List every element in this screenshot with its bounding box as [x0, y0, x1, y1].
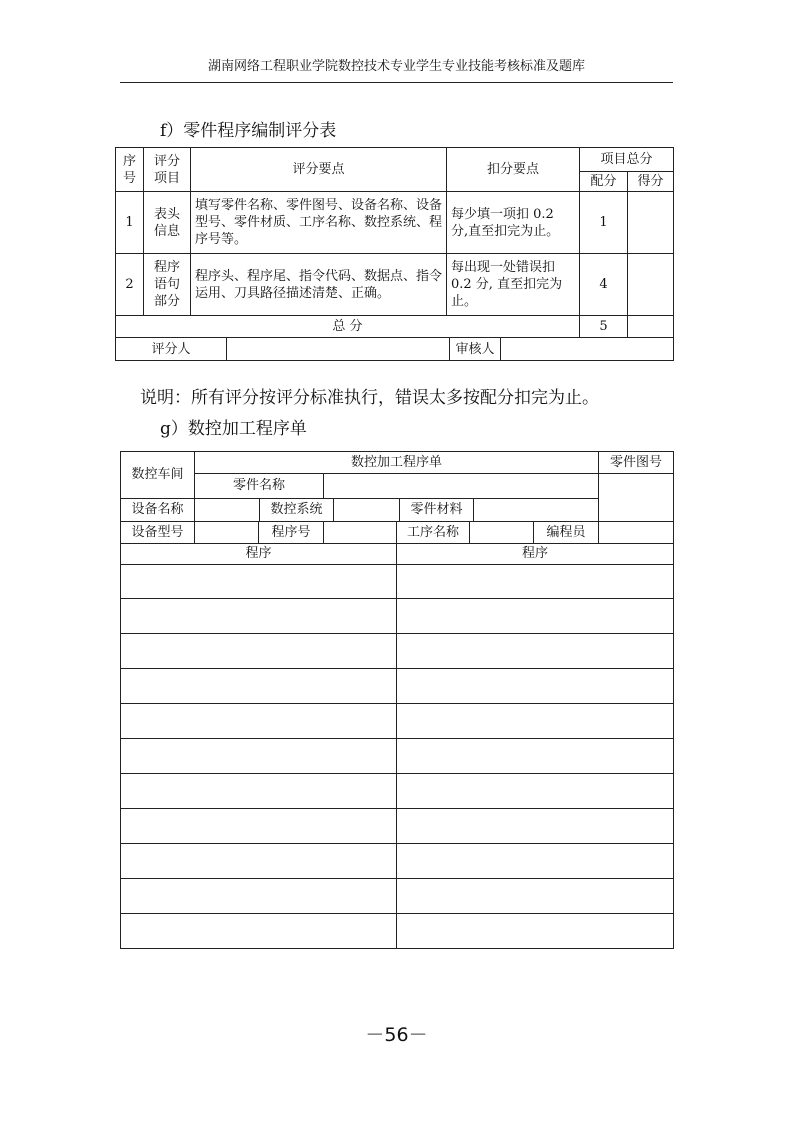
- program-cell: [121, 634, 397, 669]
- program-no-field: [324, 522, 397, 544]
- part-material-label: 零件材料: [400, 499, 474, 521]
- scorer-label: 评分人: [116, 338, 227, 360]
- program-cell: [397, 634, 674, 669]
- program-row: [121, 879, 674, 914]
- program-cell: [121, 809, 397, 844]
- row-got: [628, 254, 674, 316]
- row-no: 1: [116, 192, 144, 254]
- program-cell: [121, 704, 397, 739]
- program-row: [121, 634, 674, 669]
- program-cell: [121, 565, 397, 599]
- header-got: 得分: [628, 172, 674, 192]
- program-cell: [397, 914, 674, 949]
- header-rule: [120, 82, 673, 83]
- programmer-label: 编程员: [534, 522, 599, 544]
- program-cell: [121, 844, 397, 879]
- nc-system-field: [334, 499, 400, 521]
- note-text: 说明：所有评分按评分标准执行，错误太多按配分扣完为止。: [140, 388, 599, 408]
- row-alloc: 4: [580, 254, 628, 316]
- row-item: 程序语句部分: [144, 254, 191, 316]
- program-cell: [397, 565, 674, 599]
- row-points: 程序头、程序尾、指令代码、数据点、指令运用、刀具路径描述清楚、正确。: [191, 254, 447, 316]
- program-cell: [121, 669, 397, 704]
- row-alloc: 1: [580, 192, 628, 254]
- program-sheet-table: [120, 451, 674, 949]
- program-cell: [397, 809, 674, 844]
- program-row: [121, 844, 674, 879]
- part-drawing-no-label: 零件图号: [599, 452, 674, 474]
- program-row: [121, 565, 674, 599]
- table-row: [116, 192, 674, 254]
- program-row: [121, 739, 674, 774]
- part-drawing-no-field: [599, 474, 674, 522]
- program-cell: [397, 774, 674, 809]
- header-no: 序号: [116, 148, 144, 192]
- total-value: 5: [580, 316, 628, 338]
- program-row: [121, 704, 674, 739]
- program-no-label: 程序号: [259, 522, 324, 544]
- workshop-label: 数控车间: [121, 452, 195, 499]
- header-alloc: 配分: [580, 172, 628, 192]
- reviewer-field: [501, 338, 673, 360]
- header-total: 项目总分: [580, 148, 674, 172]
- page-header: 湖南网络工程职业学院数控技术专业学生专业技能考核标准及题库: [207, 59, 585, 74]
- part-name-label: 零件名称: [195, 474, 324, 499]
- equip-model-label: 设备型号: [121, 522, 195, 544]
- program-cell: [397, 879, 674, 914]
- program-cell: [121, 774, 397, 809]
- nc-system-label: 数控系统: [260, 499, 334, 521]
- equip-row: [195, 499, 599, 522]
- program-row: [121, 774, 674, 809]
- program-cell: [397, 599, 674, 634]
- reviewer-label: 审核人: [450, 338, 501, 360]
- equip-name-label: 设备名称: [121, 499, 195, 522]
- program-cell: [397, 669, 674, 704]
- program-row: [121, 914, 674, 949]
- part-name-field: [324, 474, 599, 499]
- program-row: [121, 809, 674, 844]
- program-col1-header: 程序: [121, 544, 397, 565]
- header-item: 评分项目: [144, 148, 191, 192]
- equip-name-field: [195, 499, 260, 521]
- row-got: [628, 192, 674, 254]
- program-row: [121, 669, 674, 704]
- program-cell: [121, 599, 397, 634]
- row-item: 表头信息: [144, 192, 191, 254]
- process-name-field: [470, 522, 534, 544]
- program-cell: [397, 739, 674, 774]
- scoring-table: [115, 147, 674, 361]
- scorer-field: [227, 338, 450, 360]
- row-no: 2: [116, 254, 144, 316]
- header-deduct: 扣分要点: [447, 148, 580, 192]
- program-cell: [121, 879, 397, 914]
- programmer-field: [599, 522, 674, 544]
- header-points: 评分要点: [191, 148, 447, 192]
- equip-model-field: [195, 522, 259, 544]
- program-cell: [397, 704, 674, 739]
- program-col2-header: 程序: [397, 544, 674, 565]
- program-cell: [121, 739, 397, 774]
- signature-row: [116, 338, 674, 361]
- total-label: 总 分: [116, 316, 580, 338]
- section-g-title: g）数控加工程序单: [160, 419, 307, 439]
- page-number: －56－: [365, 1024, 428, 1046]
- program-row: [121, 599, 674, 634]
- process-name-label: 工序名称: [397, 522, 470, 544]
- program-cell: [121, 914, 397, 949]
- sheet-title: 数控加工程序单: [195, 452, 599, 474]
- total-got: [628, 316, 674, 338]
- table-row: [116, 254, 674, 316]
- program-cell: [397, 844, 674, 879]
- section-f-title: f）零件程序编制评分表: [160, 121, 337, 141]
- row-deduct: 每少填一项扣 0.2 分,直至扣完为止。: [447, 192, 580, 254]
- row-points: 填写零件名称、零件图号、设备名称、设备型号、零件材质、工序名称、数控系统、程序号等。: [191, 192, 447, 254]
- part-material-field: [474, 499, 598, 521]
- row-deduct: 每出现一处错误扣 0.2 分, 直至扣完为止。: [447, 254, 580, 316]
